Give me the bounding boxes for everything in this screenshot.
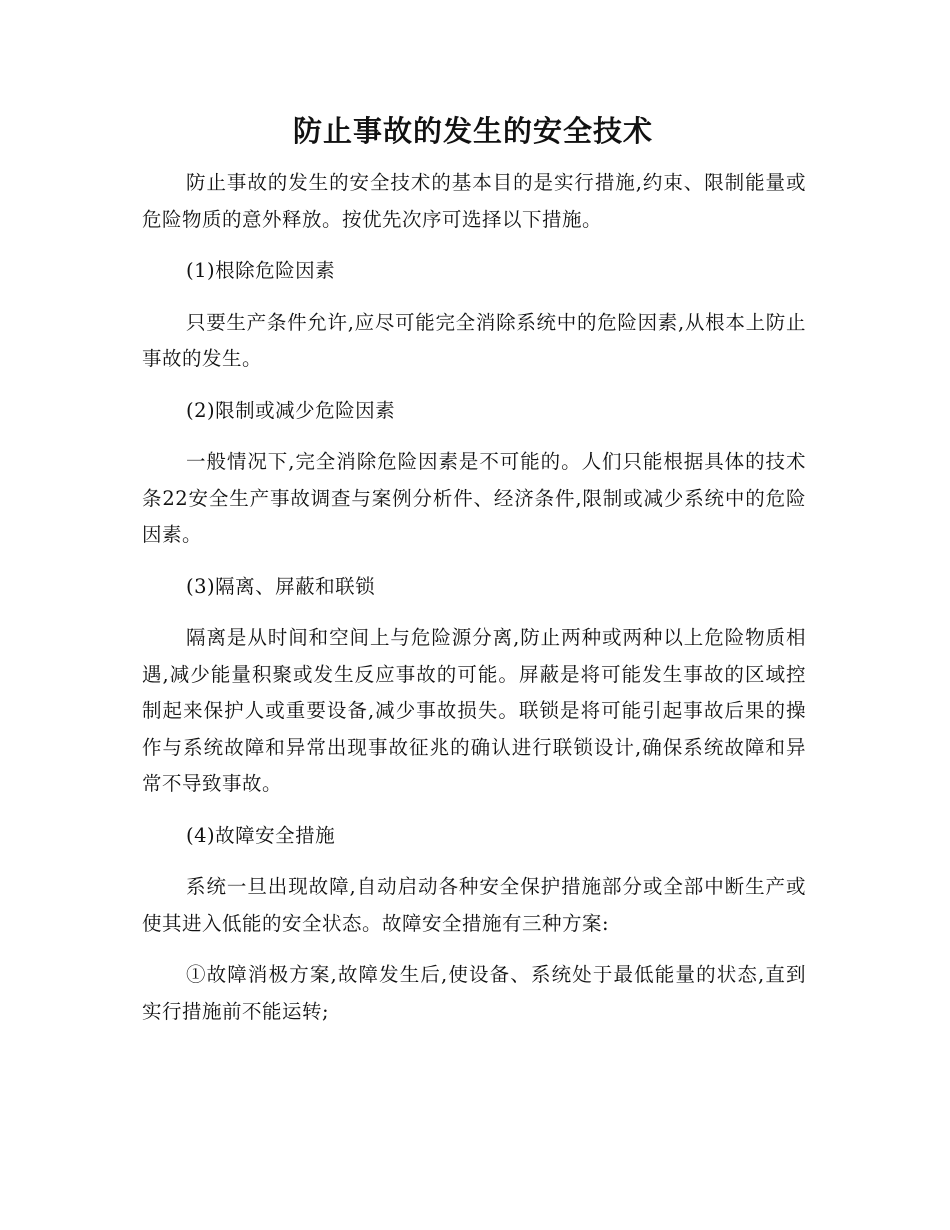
paragraph-2: 一般情况下,完全消除危险因素是不可能的。人们只能根据具体的技术条22安全生产事故调查与案例分析件、经济条件,限制或减少系统中的危险因素。 xyxy=(142,450,806,546)
section-heading-1: (1)根除危险因素 xyxy=(186,259,336,282)
paragraph-3: 隔离是从时间和空间上与危险源分离,防止两种或两种以上危险物质相遇,减少能量积聚或发生反应事故的可能。屏蔽是将可能发生事故的区域控制起来保护人或重要设备,减少事故损失。联锁是将可能引起事故后果的操作与系统故障和异常出现事故征兆的确认进行联锁设计,确保系统故障和异常不导致事故。 xyxy=(142,626,806,795)
paragraph-4: 系统一旦出现故障,自动启动各种安全保护措施部分或全部中断生产或使其进入低能的安全状态。故障安全措施有三种方案: xyxy=(142,875,806,935)
paragraph-intro: 防止事故的发生的安全技术的基本目的是实行措施,约束、限制能量或危险物质的意外释放。按优先次序可选择以下措施。 xyxy=(142,171,806,231)
paragraph-1: 只要生产条件允许,应尽可能完全消除系统中的危险因素,从根本上防止事故的发生。 xyxy=(142,310,806,370)
document-title: 防止事故的发生的安全技术 xyxy=(292,114,653,148)
section-heading-4: (4)故障安全措施 xyxy=(186,823,336,847)
section-heading-2: (2)限制或减少危险因素 xyxy=(186,398,396,422)
section-heading-3: (3)隔离、屏蔽和联锁 xyxy=(186,574,376,598)
document-body xyxy=(142,165,806,1030)
list-item-1: ①故障消极方案,故障发生后,使设备、系统处于最低能量的状态,直到实行措施前不能运转; xyxy=(142,963,806,1023)
